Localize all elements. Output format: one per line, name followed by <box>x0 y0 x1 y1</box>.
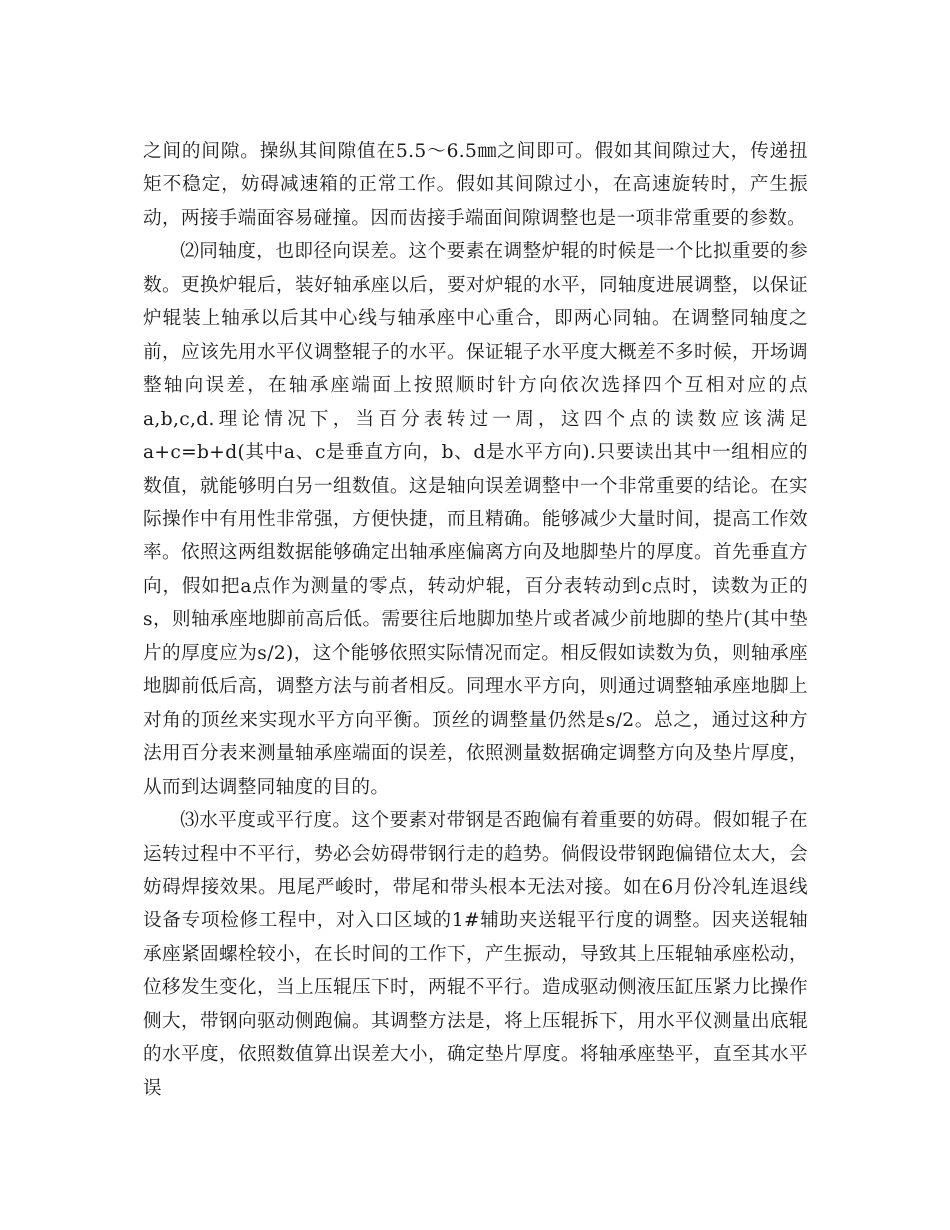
paragraph-levelness: ⑶水平度或平行度。这个要素对带钢是否跑偏有着重要的妨碍。假如辊子在运转过程中不平行，势必会妨碍带钢行走的趋势。倘假设带钢跑偏错位太大，会妨碍焊接效果。甩尾严峻时，带尾和带头根本无法对接。如在6月份冷轧连退线设备专项检修工程中，对入口区域的1#辅助夹送辊平行度的调整。因夹送辊轴承座紧固螺栓较小，在长时间的工作下，产生振动，导致其上压辊轴承座松动，位移发生变化，当上压辊压下时，两辊不平行。造成驱动侧液压缸压紧力比操作侧大，带钢向驱动侧跑偏。其调整方法是，将上压辊拆下，用水平仪测量出底辊的水平度，依照数值算出误差大小，确定垫片厚度。将轴承座垫平，直至其水平误 <box>143 810 808 1099</box>
paragraph-coaxiality: ⑵同轴度，也即径向误差。这个要素在调整炉辊的时候是一个比拟重要的参数。更换炉辊后，装好轴承座以后，要对炉辊的水平，同轴度进展调整，以保证炉辊装上轴承以后其中心线与轴承座中心重合，即两心同轴。在调整同轴度之前，应该先用水平仪调整辊子的水平。保证辊子水平度大概差不多时候，开场调整轴向误差，在轴承座端面上按照顺时针方向依次选择四个互相对应的点a,b,c,d.理论情况下，当百分表转过一周，这四个点的读数应该满足a+c=b+d(其中a、c是垂直方向，b、d是水平方向).只要读出其中一组相应的数值，就能够明白另一组数值。这是轴向误差调整中一个非常重要的结论。在实际操作中有用性非常强，方便快捷，而且精确。能够减少大量时间，提高工作效率。依照这两组数据能够确定出轴承座偏离方向及地脚垫片的厚度。首先垂直方向，假如把a点作为测量的零点，转动炉辊，百分表转动到c点时，读数为正的s，则轴承座地脚前高后低。需要往后地脚加垫片或者减少前地脚的垫片(其中垫片的厚度应为s/2)，这个能够依照实际情况而定。相反假如读数为负，则轴承座地脚前低后高，调整方法与前者相反。同理水平方向，则通过调整轴承座地脚上对角的顶丝来实现水平方向平衡。顶丝的调整量仍然是s/2。总之，通过这种方法用百分表来测量轴承座端面的误差，依照测量数据确定调整方向及垫片厚度，从而到达调整同轴度的目的。 <box>143 241 808 798</box>
document-body <box>143 135 808 1105</box>
paragraph-gap-clearance: 之间的间隙。操纵其间隙值在5.5～6.5㎜之间即可。假如其间隙过大，传递扭矩不稳定，妨碍减速箱的正常工作。假如其间隙过小，在高速旋转时，产生振动，两接手端面容易碰撞。因而齿接手端面间隙调整也是一项非常重要的参数。 <box>143 141 808 229</box>
